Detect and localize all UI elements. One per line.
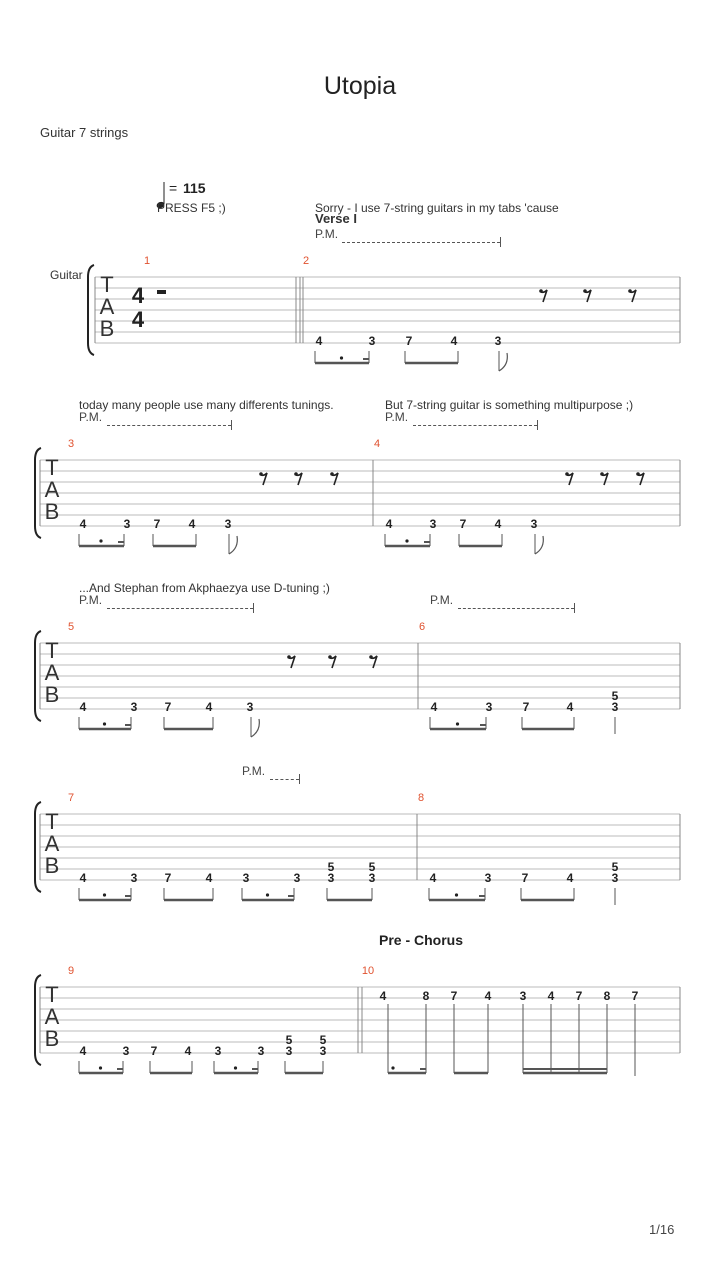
palm-mute-label: P.M.: [79, 410, 103, 424]
fret-number: 3: [319, 1044, 327, 1058]
fret-number: 4: [566, 700, 574, 714]
system-bracket: [88, 265, 94, 355]
fret-number: 7: [521, 871, 529, 885]
fret-number: 7: [150, 1044, 158, 1058]
tab-clef-letter: A: [44, 831, 60, 856]
eighth-rest-dot: [583, 289, 587, 293]
fret-number: 3: [122, 1044, 130, 1058]
tab-clef-letter: A: [44, 1004, 60, 1029]
dot: [234, 1066, 237, 1069]
fret-number: 3: [130, 871, 138, 885]
tab-clef-letter: A: [99, 294, 115, 319]
song-title: Utopia: [323, 72, 397, 100]
fret-number: 3: [429, 517, 437, 531]
fret-number: 3: [285, 1044, 293, 1058]
note-flag: [251, 719, 259, 737]
fret-number: 7: [631, 989, 639, 1003]
note-flag: [499, 353, 507, 371]
fret-number: 4: [79, 871, 87, 885]
measure-number: 2: [302, 255, 310, 267]
tab-clef-letter: T: [45, 638, 59, 663]
whole-rest: [157, 290, 166, 294]
fret-number: 4: [429, 871, 437, 885]
fret-number: 3: [485, 700, 493, 714]
fret-number: 7: [575, 989, 583, 1003]
measure-number: 4: [373, 438, 381, 450]
fret-number: 3: [257, 1044, 265, 1058]
palm-mute-label: P.M.: [79, 593, 103, 607]
eighth-rest-dot: [565, 472, 569, 476]
tab-clef-letter: B: [44, 1026, 60, 1051]
time-signature-top: 4: [131, 283, 145, 308]
tempo-equals: =: [169, 180, 178, 196]
fret-number: 7: [164, 700, 172, 714]
fret-number: 4: [566, 871, 574, 885]
dot: [103, 722, 106, 725]
fret-number: 5: [611, 689, 619, 703]
fret-number: 5: [319, 1033, 327, 1047]
fret-number: 4: [205, 871, 213, 885]
fret-number: 7: [450, 989, 458, 1003]
fret-number: 4: [79, 700, 87, 714]
eighth-rest-dot: [328, 655, 332, 659]
fret-number: 3: [123, 517, 131, 531]
tab-clef-letter: T: [45, 455, 59, 480]
fret-number: 3: [224, 517, 232, 531]
tab-clef-letter: B: [44, 853, 60, 878]
eighth-rest-dot: [628, 289, 632, 293]
palm-mute-label: P.M.: [385, 410, 409, 424]
eighth-rest-dot: [294, 472, 298, 476]
fret-number: 3: [484, 871, 492, 885]
fret-number: 5: [368, 860, 376, 874]
fret-number: 7: [153, 517, 161, 531]
fret-number: 8: [422, 989, 430, 1003]
fret-number: 3: [611, 700, 619, 714]
fret-number: 4: [484, 989, 492, 1003]
fret-number: 3: [130, 700, 138, 714]
tab-clef-letter: T: [45, 809, 59, 834]
tab-clef-letter: A: [44, 477, 60, 502]
dot: [99, 1066, 102, 1069]
measure-number: 8: [417, 792, 425, 804]
section-pre-chorus: Pre - Chorus: [379, 932, 464, 948]
palm-mute-label: P.M.: [242, 764, 266, 778]
fret-number: 8: [603, 989, 611, 1003]
eighth-rest-dot: [369, 655, 373, 659]
fret-number: 4: [430, 700, 438, 714]
eighth-rest-dot: [600, 472, 604, 476]
tab-clef-letter: B: [44, 499, 60, 524]
fret-number: 4: [79, 517, 87, 531]
fret-number: 3: [611, 871, 619, 885]
track-name: Guitar: [50, 268, 83, 282]
fret-number: 3: [519, 989, 527, 1003]
eighth-rest-dot: [287, 655, 291, 659]
comment-line-4: ...And Stephan from Akphaezya use D-tuning ;): [79, 581, 330, 595]
measure-number: 10: [361, 965, 375, 977]
fret-number: 5: [285, 1033, 293, 1047]
tab-clef-letter: A: [44, 660, 60, 685]
fret-number: 4: [379, 989, 387, 1003]
fret-number: 4: [385, 517, 393, 531]
fret-number: 4: [79, 1044, 87, 1058]
measure-number: 3: [67, 438, 75, 450]
eighth-rest-dot: [539, 289, 543, 293]
dot: [266, 893, 269, 896]
tab-clef-letter: B: [99, 316, 115, 341]
fret-number: 3: [368, 871, 376, 885]
fret-number: 4: [547, 989, 555, 1003]
section-verse: Verse I: [315, 211, 357, 226]
fret-number: 7: [522, 700, 530, 714]
dot: [391, 1066, 394, 1069]
fret-number: 3: [293, 871, 301, 885]
fret-number: 7: [459, 517, 467, 531]
dot: [340, 356, 343, 359]
press-f5-note: PRESS F5 ;): [157, 201, 226, 215]
fret-number: 4: [315, 334, 323, 348]
fret-number: 7: [405, 334, 413, 348]
measure-number: 1: [143, 255, 151, 267]
measure-number: 6: [418, 621, 426, 633]
fret-number: 3: [214, 1044, 222, 1058]
measure-number: 7: [67, 792, 75, 804]
fret-number: 3: [327, 871, 335, 885]
page-indicator: 1/16: [649, 1222, 675, 1237]
measure-number: 5: [67, 621, 75, 633]
fret-number: 4: [205, 700, 213, 714]
dot: [103, 893, 106, 896]
comment-line-2: today many people use many differents tunings.: [79, 398, 334, 412]
measure-number: 9: [67, 965, 75, 977]
eighth-rest-dot: [259, 472, 263, 476]
palm-mute-label: P.M.: [315, 227, 339, 241]
fret-number: 4: [184, 1044, 192, 1058]
fret-number: 3: [494, 334, 502, 348]
fret-number: 4: [494, 517, 502, 531]
tab-clef-letter: T: [45, 982, 59, 1007]
dot: [405, 539, 408, 542]
note-flag: [535, 536, 543, 554]
tab-clef-letter: B: [44, 682, 60, 707]
dot: [455, 893, 458, 896]
fret-number: 4: [188, 517, 196, 531]
palm-mute-label: P.M.: [430, 593, 454, 607]
fret-number: 3: [246, 700, 254, 714]
fret-number: 7: [164, 871, 172, 885]
dot: [99, 539, 102, 542]
dot: [456, 722, 459, 725]
fret-number: 3: [530, 517, 538, 531]
note-flag: [229, 536, 237, 554]
tempo-value: 115: [183, 180, 206, 196]
fret-number: 3: [368, 334, 376, 348]
comment-line-3: But 7-string guitar is something multipurpose ;): [385, 398, 634, 412]
fret-number: 4: [450, 334, 458, 348]
instrument-heading: Guitar 7 strings: [40, 125, 129, 140]
time-signature-bottom: 4: [131, 307, 145, 332]
tab-clef-letter: T: [100, 272, 114, 297]
eighth-rest-dot: [330, 472, 334, 476]
comment-line-1: Sorry - I use 7-string guitars in my tabs 'cause: [315, 201, 559, 215]
fret-number: 5: [611, 860, 619, 874]
eighth-rest-dot: [636, 472, 640, 476]
fret-number: 3: [242, 871, 250, 885]
fret-number: 5: [327, 860, 335, 874]
